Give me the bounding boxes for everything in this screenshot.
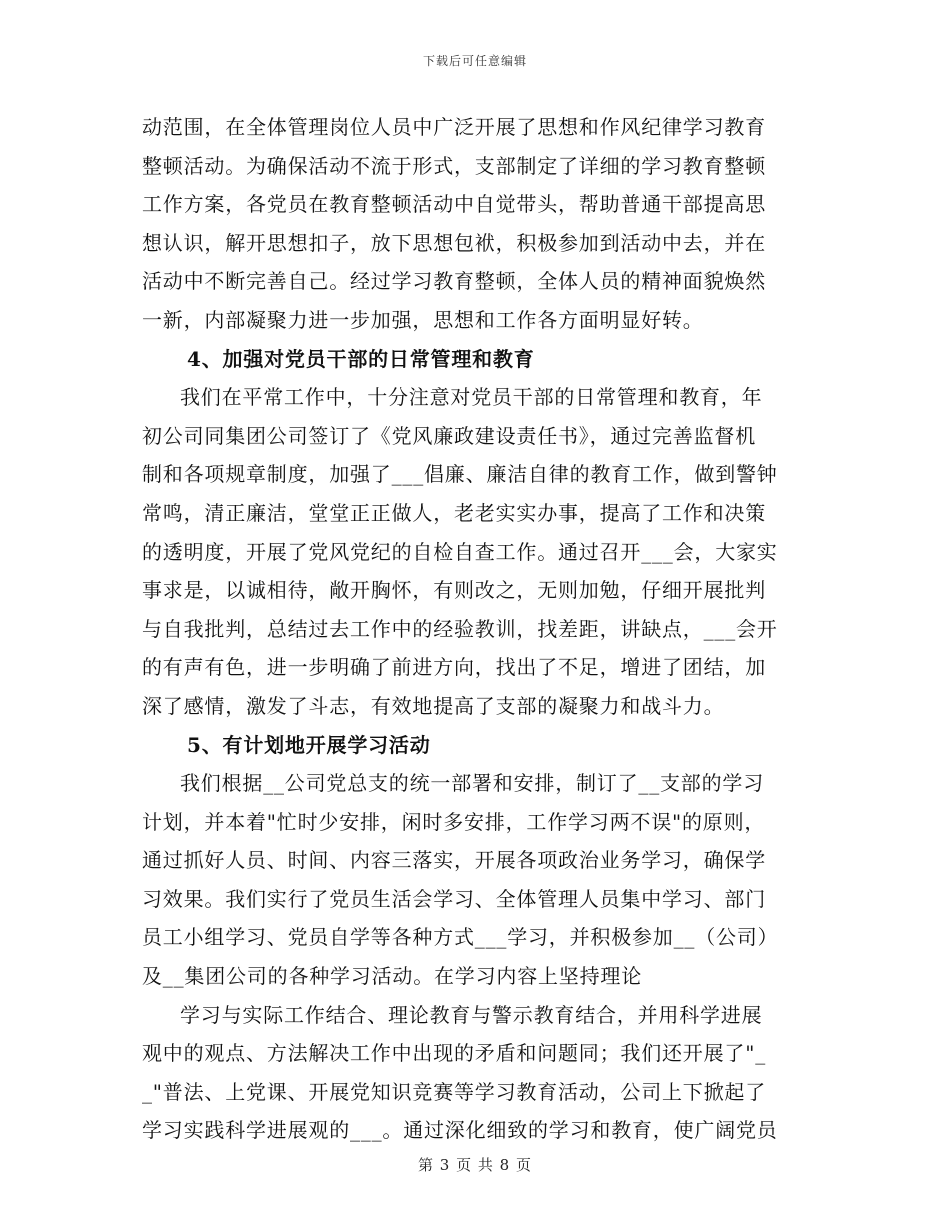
paragraph-line: 计划，并本着"忙时少安排，闲时多安排，工作学习两不误"的原则， <box>142 809 766 834</box>
paragraph-line: 学习与实际工作结合、理论教育与警示教育结合，并用科学进展 <box>180 1002 763 1027</box>
paragraph-line: 与自我批判，总结过去工作中的经验教训，找差距，讲缺点，___会开 <box>142 616 778 641</box>
paragraph-line: 习效果。我们实行了党员生活会学习、全体管理人员集中学习、部门 <box>142 886 766 911</box>
paragraph-line: 的有声有色，进一步明确了前进方向，找出了不足，增进了团结，加 <box>142 655 766 680</box>
paragraph-line: 我们根据__公司党总支的统一部署和安排，制订了__支部的学习 <box>180 771 764 796</box>
paragraph-line: 动范围，在全体管理岗位人员中广泛开展了思想和作风纪律学习教育 <box>142 115 766 139</box>
paragraph-line: 初公司同集团公司签订了《党风廉政建设责任书》，通过完善监督机 <box>142 423 756 448</box>
paragraph-line: 一新，内部凝聚力进一步加强，思想和工作各方面明显好转。 <box>142 307 704 332</box>
paragraph-line: _"普法、上党课、开展党知识竞赛等学习教育活动，公司上下掀起了 <box>142 1079 766 1104</box>
paragraph-line: 学习实践科学进展观的___。通过深化细致的学习和教育，使广阔党员 <box>142 1118 778 1143</box>
section-heading: 5、有计划地开展学习活动 <box>187 732 431 757</box>
section-heading: 4、加强对党员干部的日常管理和教育 <box>187 346 535 371</box>
paragraph-line: 深了感情，激发了斗志，有效地提高了支部的凝聚力和战斗力。 <box>142 693 725 718</box>
paragraph-line: 观中的观点、方法解决工作中出现的矛盾和问题同；我们还开展了"_ <box>142 1041 766 1066</box>
paragraph-line: 制和各项规章制度，加强了___倡廉、廉洁自律的教育工作，做到警钟 <box>142 462 778 487</box>
page-header: 下载后可任意编辑 <box>422 54 527 68</box>
paragraph-line: 事求是，以诚相待，敞开胸怀，有则改之，无则加勉，仔细开展批判 <box>142 578 766 603</box>
paragraph-line: 及__集团公司的各种学习活动。在学习内容上坚持理论 <box>142 964 642 989</box>
paragraph-line: 活动中不断完善自己。经过学习教育整顿，全体人员的精神面貌焕然 <box>142 269 766 294</box>
document-body <box>142 108 808 1150</box>
paragraph-line: 员工小组学习、党员自学等各种方式___学习，并积极参加__（公司） <box>142 925 779 950</box>
page-number-footer: 第 3 页 共 8 页 <box>418 1156 532 1174</box>
paragraph-line: 的透明度，开展了党风党纪的自检自查工作。通过召开___会，大家实 <box>142 539 778 564</box>
paragraph-line: 想认识，解开思想扣子，放下思想包袱，积极参加到活动中去，并在 <box>142 230 766 255</box>
paragraph-line: 通过抓好人员、时间、内容三落实，开展各项政治业务学习，确保学 <box>142 848 766 873</box>
paragraph-line: 常鸣，清正廉洁，堂堂正正做人，老老实实办事，提高了工作和决策 <box>142 500 766 525</box>
paragraph-line: 我们在平常工作中，十分注意对党员干部的日常管理和教育，年 <box>180 385 763 410</box>
paragraph-line: 整顿活动。为确保活动不流于形式，支部制定了详细的学习教育整顿 <box>142 153 766 178</box>
paragraph-line: 工作方案，各党员在教育整顿活动中自觉带头，帮助普通干部提高思 <box>142 192 766 217</box>
